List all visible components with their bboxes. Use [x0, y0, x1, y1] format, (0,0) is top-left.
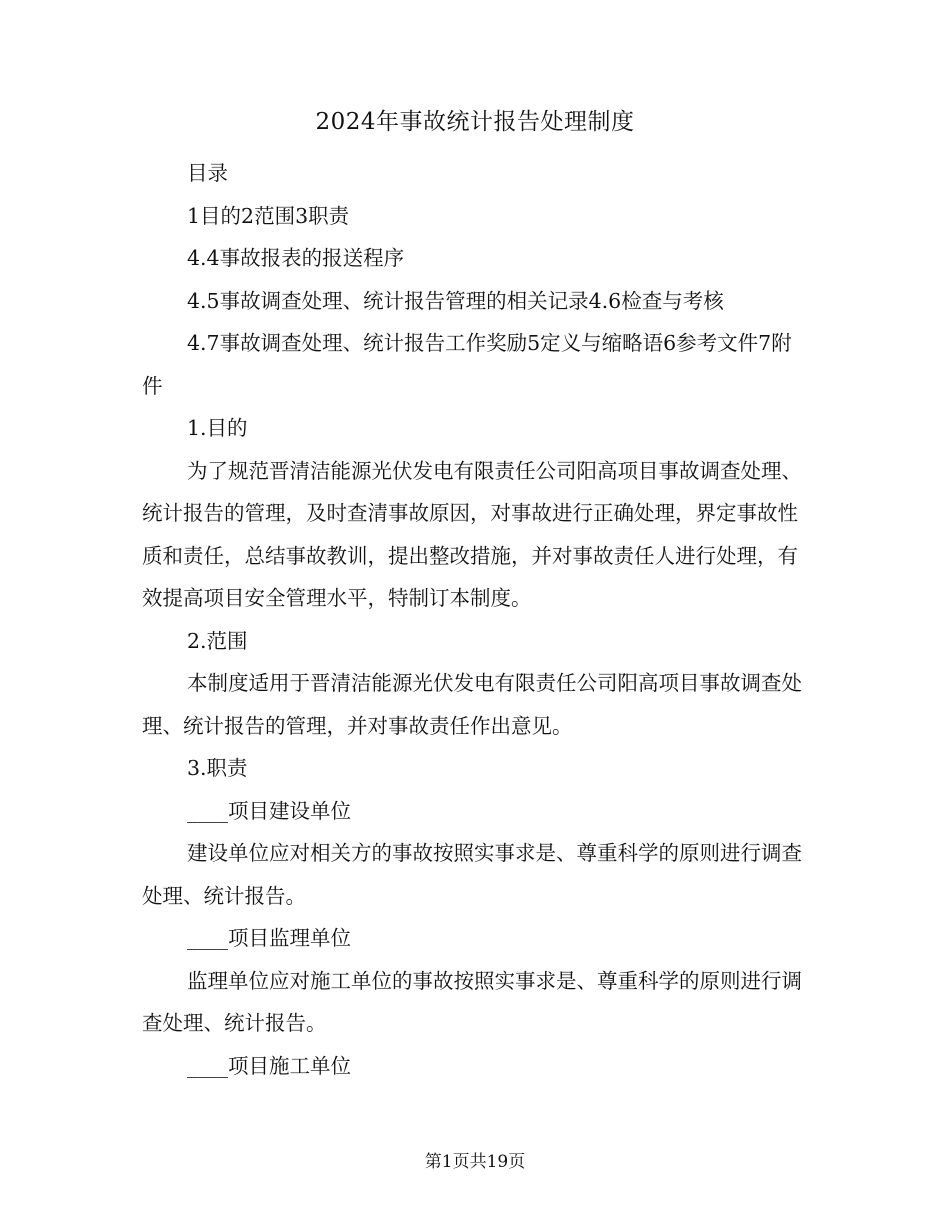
- toc-line: 1目的2范围3职责: [187, 203, 350, 228]
- section-heading-scope: 2.范围: [187, 628, 248, 653]
- paragraph-supervision-unit: 监理单位应对施工单位的事故按照实事求是、尊重科学的原则进行调查处理、统计报告。: [142, 968, 802, 1035]
- paragraph-scope: 本制度适用于晋清洁能源光伏发电有限责任公司阳高项目事故调查处理、统计报告的管理，并对事故责任作出意见。: [142, 671, 802, 738]
- paragraph-construction-unit: 建设单位应对相关方的事故按照实事求是、尊重科学的原则进行调查处理、统计报告。: [142, 841, 802, 908]
- page-number-footer: 第1页共19页: [424, 1152, 526, 1172]
- document-title: 2024年事故统计报告处理制度: [315, 109, 635, 135]
- section-heading-duties: 3.职责: [187, 756, 248, 780]
- toc-line: 4.5事故调查处理、统计报告管理的相关记录4.6检查与考核: [187, 288, 724, 313]
- subheading-builder-unit: ____项目施工单位: [187, 1053, 351, 1078]
- subheading-supervision-unit: ____项目监理单位: [187, 926, 351, 950]
- document-body: [142, 152, 802, 1087]
- toc-line: 4.7事故调查处理、统计报告工作奖励5定义与缩略语6参考文件7附件: [142, 331, 792, 398]
- section-heading-purpose: 1.目的: [187, 416, 248, 440]
- toc-heading: 目录: [187, 161, 228, 185]
- paragraph-purpose: 为了规范晋清洁能源光伏发电有限责任公司阳高项目事故调查处理、统计报告的管理，及时查清事故原因，对事故进行正确处理，界定事故性质和责任，总结事故教训，提出整改措施，并对事故责任人进行处理，有效提高项目安全管理水平，特制订本制度。: [142, 458, 802, 610]
- subheading-construction-unit: ____项目建设单位: [187, 798, 351, 823]
- toc-line: 4.4事故报表的报送程序: [187, 246, 405, 270]
